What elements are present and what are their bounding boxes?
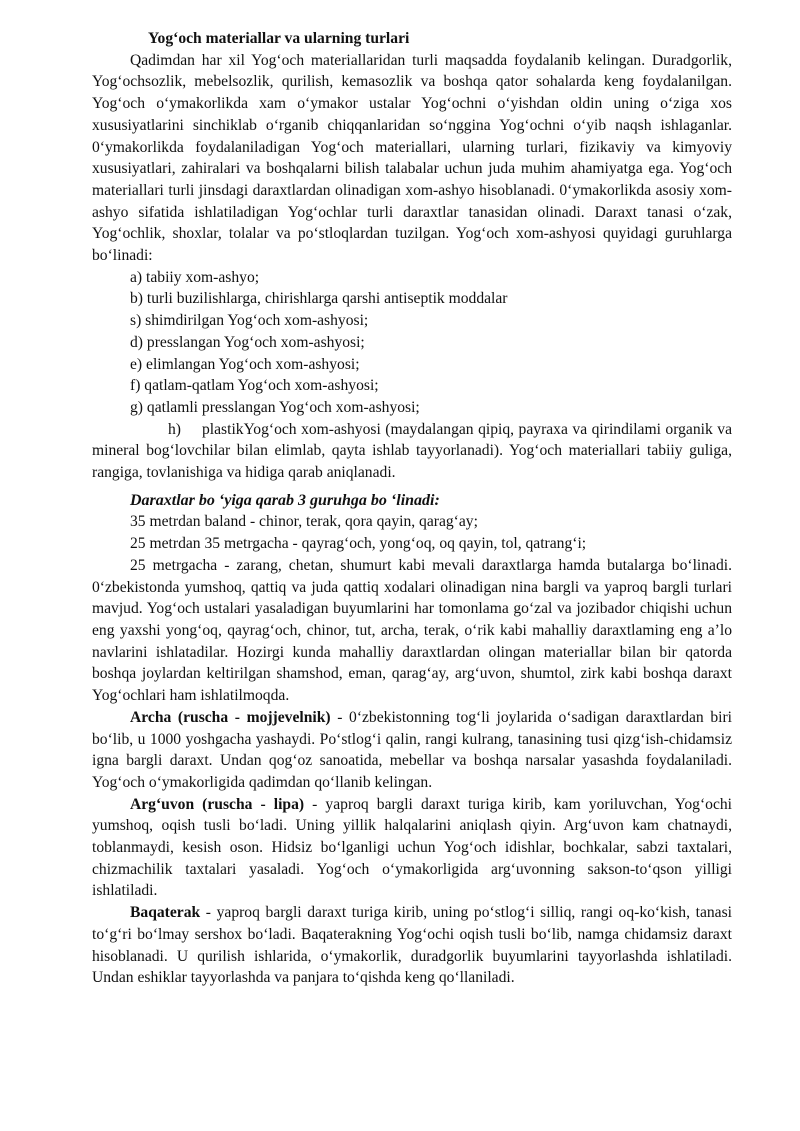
list-label: s) — [130, 312, 142, 330]
list-item — [92, 332, 732, 354]
list-text: tabiiy xom-ashyo; — [146, 268, 260, 286]
list-text: shimdirilgan Yog‘och xom-ashyosi; — [145, 312, 369, 330]
group-paragraph: 25 metrgacha - zarang, chetan, shumurt kabi mevali daraxtlarga hamda butalarga bo‘linadi. 0‘zbekistonda yumshoq, qattiq va juda qattiq xodalari olinadigan nina bargli va yaproq bargli turlari mavjud. Yog‘och ustalari yasaladigan buyumlarini har tomonlama go‘zal va jozibador chiqishi uchun eng yaxshi yong‘oq, qayrag‘och, chinor, tut, archa, terak, o‘rik kabi mahalliy daraxtlaming eng a’lo navlarini ishlatadilar. Hozirgi kunda mahalliy daraxtlardan olingan materiallar bilan bir qatorda boshqa joylardan keltirilgan shamshod, eman, qarag‘ay, arg‘uvon, shumtol, zirk kabi boshqa daraxt Yog‘ochlari ham ishlatilmoqda. — [92, 556, 732, 705]
list-label: d) — [130, 333, 143, 351]
entry-text: - yaproq bargli daraxt turiga kirib, kam yoriluvchan, Yog‘ochi yumshoq, oqish tusli bo‘ladi. Uning yillik halqalarini aniqlash qiyin. Arg‘uvon kam chatnaydi, toblanmaydi, kesish oson. Hidsiz bo‘lganligi uchun Yog‘och idishlar, bochkalar, sabzi taxtalari, chizmachilik taxtalari yasaladi. Yog‘och o‘ymakorligida arg‘uvonning sakson-to‘qson yilligi ishlatiladi. — [92, 795, 732, 900]
entry-text: - yaproq bargli daraxt turiga kirib, uning po‘stlog‘i silliq, rangi oq-ko‘kish, tanasi to‘g‘ri bo‘lmay sershox bo‘ladi. Baqaterakning Yog‘ochi oqish tusli bo‘lib, namga chidamsiz daraxt hisoblanadi. U qurilish ishlarida, o‘ymakorlik, duradgorlik buyumlarini tayyorlashda ishlatiladi. Undan eshiklar tayyorlashda va panjara to‘qishda keng qo‘llaniladi. — [92, 904, 732, 987]
entry-paragraph-baqaterak — [92, 902, 732, 989]
entry-term: Archa (ruscha - mojjevelnik) — [130, 708, 331, 726]
list-text: presslangan Yog‘och xom-ashyosi; — [146, 333, 365, 351]
list-item — [92, 354, 732, 376]
group-line: 35 metrdan baland - chinor, terak, qora qayin, qarag‘ay; — [130, 513, 478, 531]
document-page — [92, 28, 732, 989]
list-label: f) — [130, 377, 141, 395]
entry-paragraph-arguvon — [92, 794, 732, 903]
list-label: h) — [168, 420, 181, 438]
document-title: Yog‘och materiallar va ularning turlari — [148, 30, 410, 47]
entry-term: Arg‘uvon (ruscha - lipa) — [130, 795, 305, 813]
list-item-h — [92, 419, 732, 484]
list-text: elimlangan Yog‘och xom-ashyosi; — [146, 355, 360, 373]
list-item — [92, 397, 732, 419]
material-list — [92, 267, 732, 484]
list-text: turli buzilishlarga, chirishlarga qarshi antiseptik moddalar — [146, 290, 508, 308]
entry-term: Baqaterak — [130, 904, 201, 922]
entry-text: - 0‘zbekistonning tog‘li joylarida o‘sadigan daraxtlardan biri bo‘lib, u 1000 yoshgacha yashaydi. Po‘stlog‘i qalin, rangi kulrang, tanasining tusi qizg‘ish-chidamsiz igna bargli daraxt. Undan qog‘oz sanoatida, mebellar va boshqa narsalar yasashda foydalaniladi. Yog‘och o‘ymakorligida qadimdan qo‘llanib kelingan. — [92, 708, 732, 791]
list-item — [92, 288, 732, 310]
intro-paragraph: Qadimdan har xil Yog‘och materiallaridan turli maqsadda foydalanib kelingan. Duradgorlik, Yog‘ochsozlik, mebelsozlik, qurilish, kemasozlik va boshqa qator sohalarda keng foydalanilgan. Yog‘och o‘ymakorlikda xam o‘ymakor ustalar Yog‘ochni o‘yishdan oldin uning o‘ziga xos xususiyatlarini sinchiklab o‘rganib chiqqanlaridan so‘nggina Yog‘ochni o‘yib naqsh ishlaganlar. 0‘ymakorlikda foydalaniladigan Yog‘och materiallari, ularning turlari, fizikaviy va kimyoviy xususiyatlari, zahiralari va boshqalarni bilish talabalar uchun juda muhim ahamiyatga ega. Yog‘och materiallari turli jinsdagi daraxtlardan olinadigan xom-ashyo hisoblanadi. 0‘ymakorlikda asosiy xom-ashyo sifatida ishlatiladigan Yog‘ochlar turli daraxtlar tanasidan olinadi. Daraxt tanasi o‘zak, Yog‘ochlik, shoxlar, tolalar va po‘stloqlardan tuzilgan. Yog‘och xom-ashyosi quyidagi guruhlarga bo‘linadi: — [92, 51, 732, 265]
list-item — [92, 375, 732, 397]
section-subheading: Daraxtlar bo ‘yiga qarab 3 guruhga bo ‘linadi: — [130, 491, 440, 509]
list-label: b) — [130, 290, 143, 308]
list-text: qatlamli presslangan Yog‘och xom-ashyosi; — [146, 398, 420, 416]
list-label: e) — [130, 355, 143, 373]
list-item — [92, 310, 732, 332]
list-text: plastikYog‘och xom-ashyosi (maydalangan qipiq, payraxa va qirindilami organik va mineral bog‘lovchilar bilan elimlab, qayta ishlab tayyorlanadi). Yog‘och materiallari tabiiy guliga, rangiga, tovlanishiga va hidiga qarab aniqlanadi. — [92, 420, 732, 482]
list-label: a) — [130, 268, 143, 286]
entry-paragraph-archa — [92, 707, 732, 794]
group-line: 25 metrdan 35 metrgacha - qayrag‘och, yong‘oq, oq qayin, tol, qatrang‘i; — [130, 535, 587, 553]
list-label: g) — [130, 398, 143, 416]
list-text: qatlam-qatlam Yog‘och xom-ashyosi; — [144, 377, 379, 395]
list-item — [92, 267, 732, 289]
